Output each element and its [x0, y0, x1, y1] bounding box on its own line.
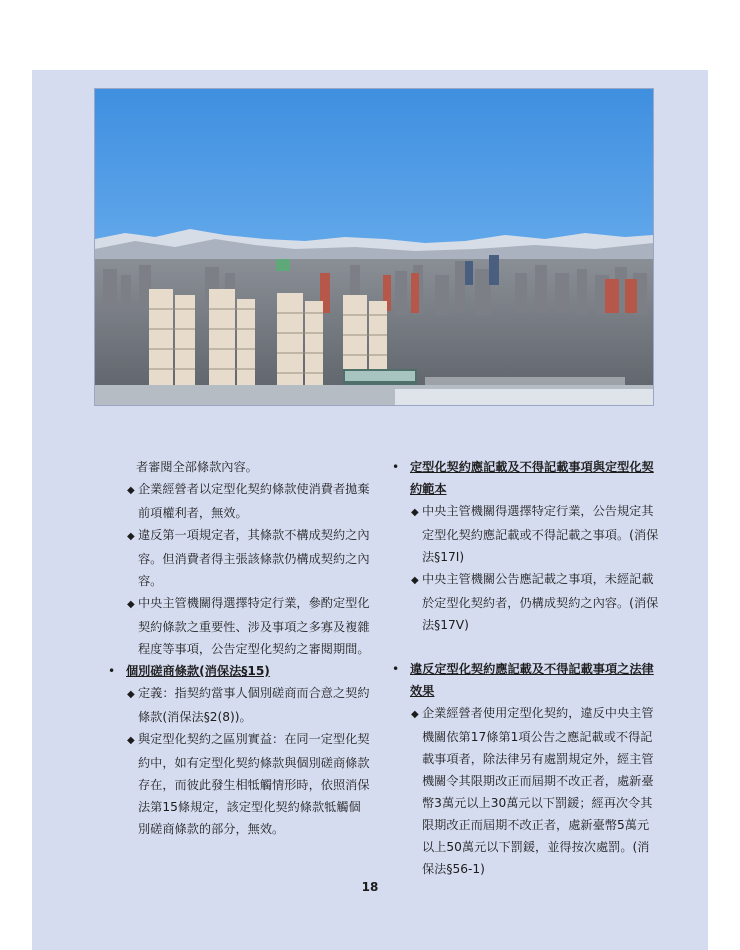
list-item: ◆ 與定型化契約之區別實益：在同一定型化契約中，如有定型化契約條款與個別磋商條款存在，而彼此發生相牴觸情形時，依照消保法第15條規定，該定型化契約條款牴觸個別磋商條款的部分，無效。	[127, 732, 370, 836]
round-bullet-icon: •	[392, 460, 400, 474]
section-heading: • 個別磋商條款(消保法§15)	[108, 660, 370, 682]
list-item: ◆ 中央主管機關公告應記載之事項，未經記載於定型化契約者，仍構成契約之內容。(消保法§17Ⅴ)	[411, 572, 659, 632]
right-column	[392, 456, 660, 880]
section-spacer	[392, 636, 660, 658]
city-skyline-photo	[94, 88, 654, 406]
city-skyline-illustration	[95, 89, 653, 405]
diamond-bullet-icon: ◆	[411, 709, 419, 720]
round-bullet-icon: •	[108, 664, 116, 678]
left-column	[108, 456, 370, 840]
diamond-bullet-icon: ◆	[127, 689, 135, 700]
diamond-bullet-icon: ◆	[411, 507, 419, 518]
diamond-bullet-icon: ◆	[127, 531, 135, 542]
list-item: ◆ 違反第一項規定者，其條款不構成契約之內容。但消費者得主張該條款仍構成契約之內容。	[127, 528, 370, 588]
diamond-bullet-icon: ◆	[127, 735, 135, 746]
round-bullet-icon: •	[392, 662, 400, 676]
list-item: ◆ 定義：指契約當事人個別磋商而合意之契約條款(消保法§2(8))。	[127, 686, 370, 724]
section-heading: • 定型化契約應記載及不得記載事項與定型化契約範本	[392, 456, 660, 500]
diamond-bullet-icon: ◆	[127, 485, 135, 496]
list-item: ◆ 企業經營者以定型化契約條款使消費者拋棄前項權利者，無效。	[127, 482, 370, 520]
continuation-text: 者審閱全部條款內容。	[136, 460, 258, 474]
diamond-bullet-icon: ◆	[411, 575, 419, 586]
list-item: ◆ 企業經營者使用定型化契約，違反中央主管機關依第17條第1項公告之應記載或不得記載事項者，除法律另有處罰規定外，經主管機關令其限期改正而屆期不改正者，處新臺幣3萬元以上30萬元以下罰鍰；經再次令其限期改正而屆期不改正者，處新臺幣5萬元以上50萬元以下罰鍰，並得按次處罰。(消保法§56-1)	[411, 706, 654, 876]
section-heading: • 違反定型化契約應記載及不得記載事項之法律效果	[392, 658, 660, 702]
diamond-bullet-icon: ◆	[127, 599, 135, 610]
page-number: 18	[361, 880, 379, 894]
list-item: ◆ 中央主管機關得選擇特定行業，參酌定型化契約條款之重要性、涉及事項之多寡及複雜程度等事項，公告定型化契約之審閱期間。	[127, 596, 370, 656]
list-item: ◆ 中央主管機關得選擇特定行業，公告規定其定型化契約應記載或不得記載之事項。(消保法§17Ⅰ)	[411, 504, 659, 564]
